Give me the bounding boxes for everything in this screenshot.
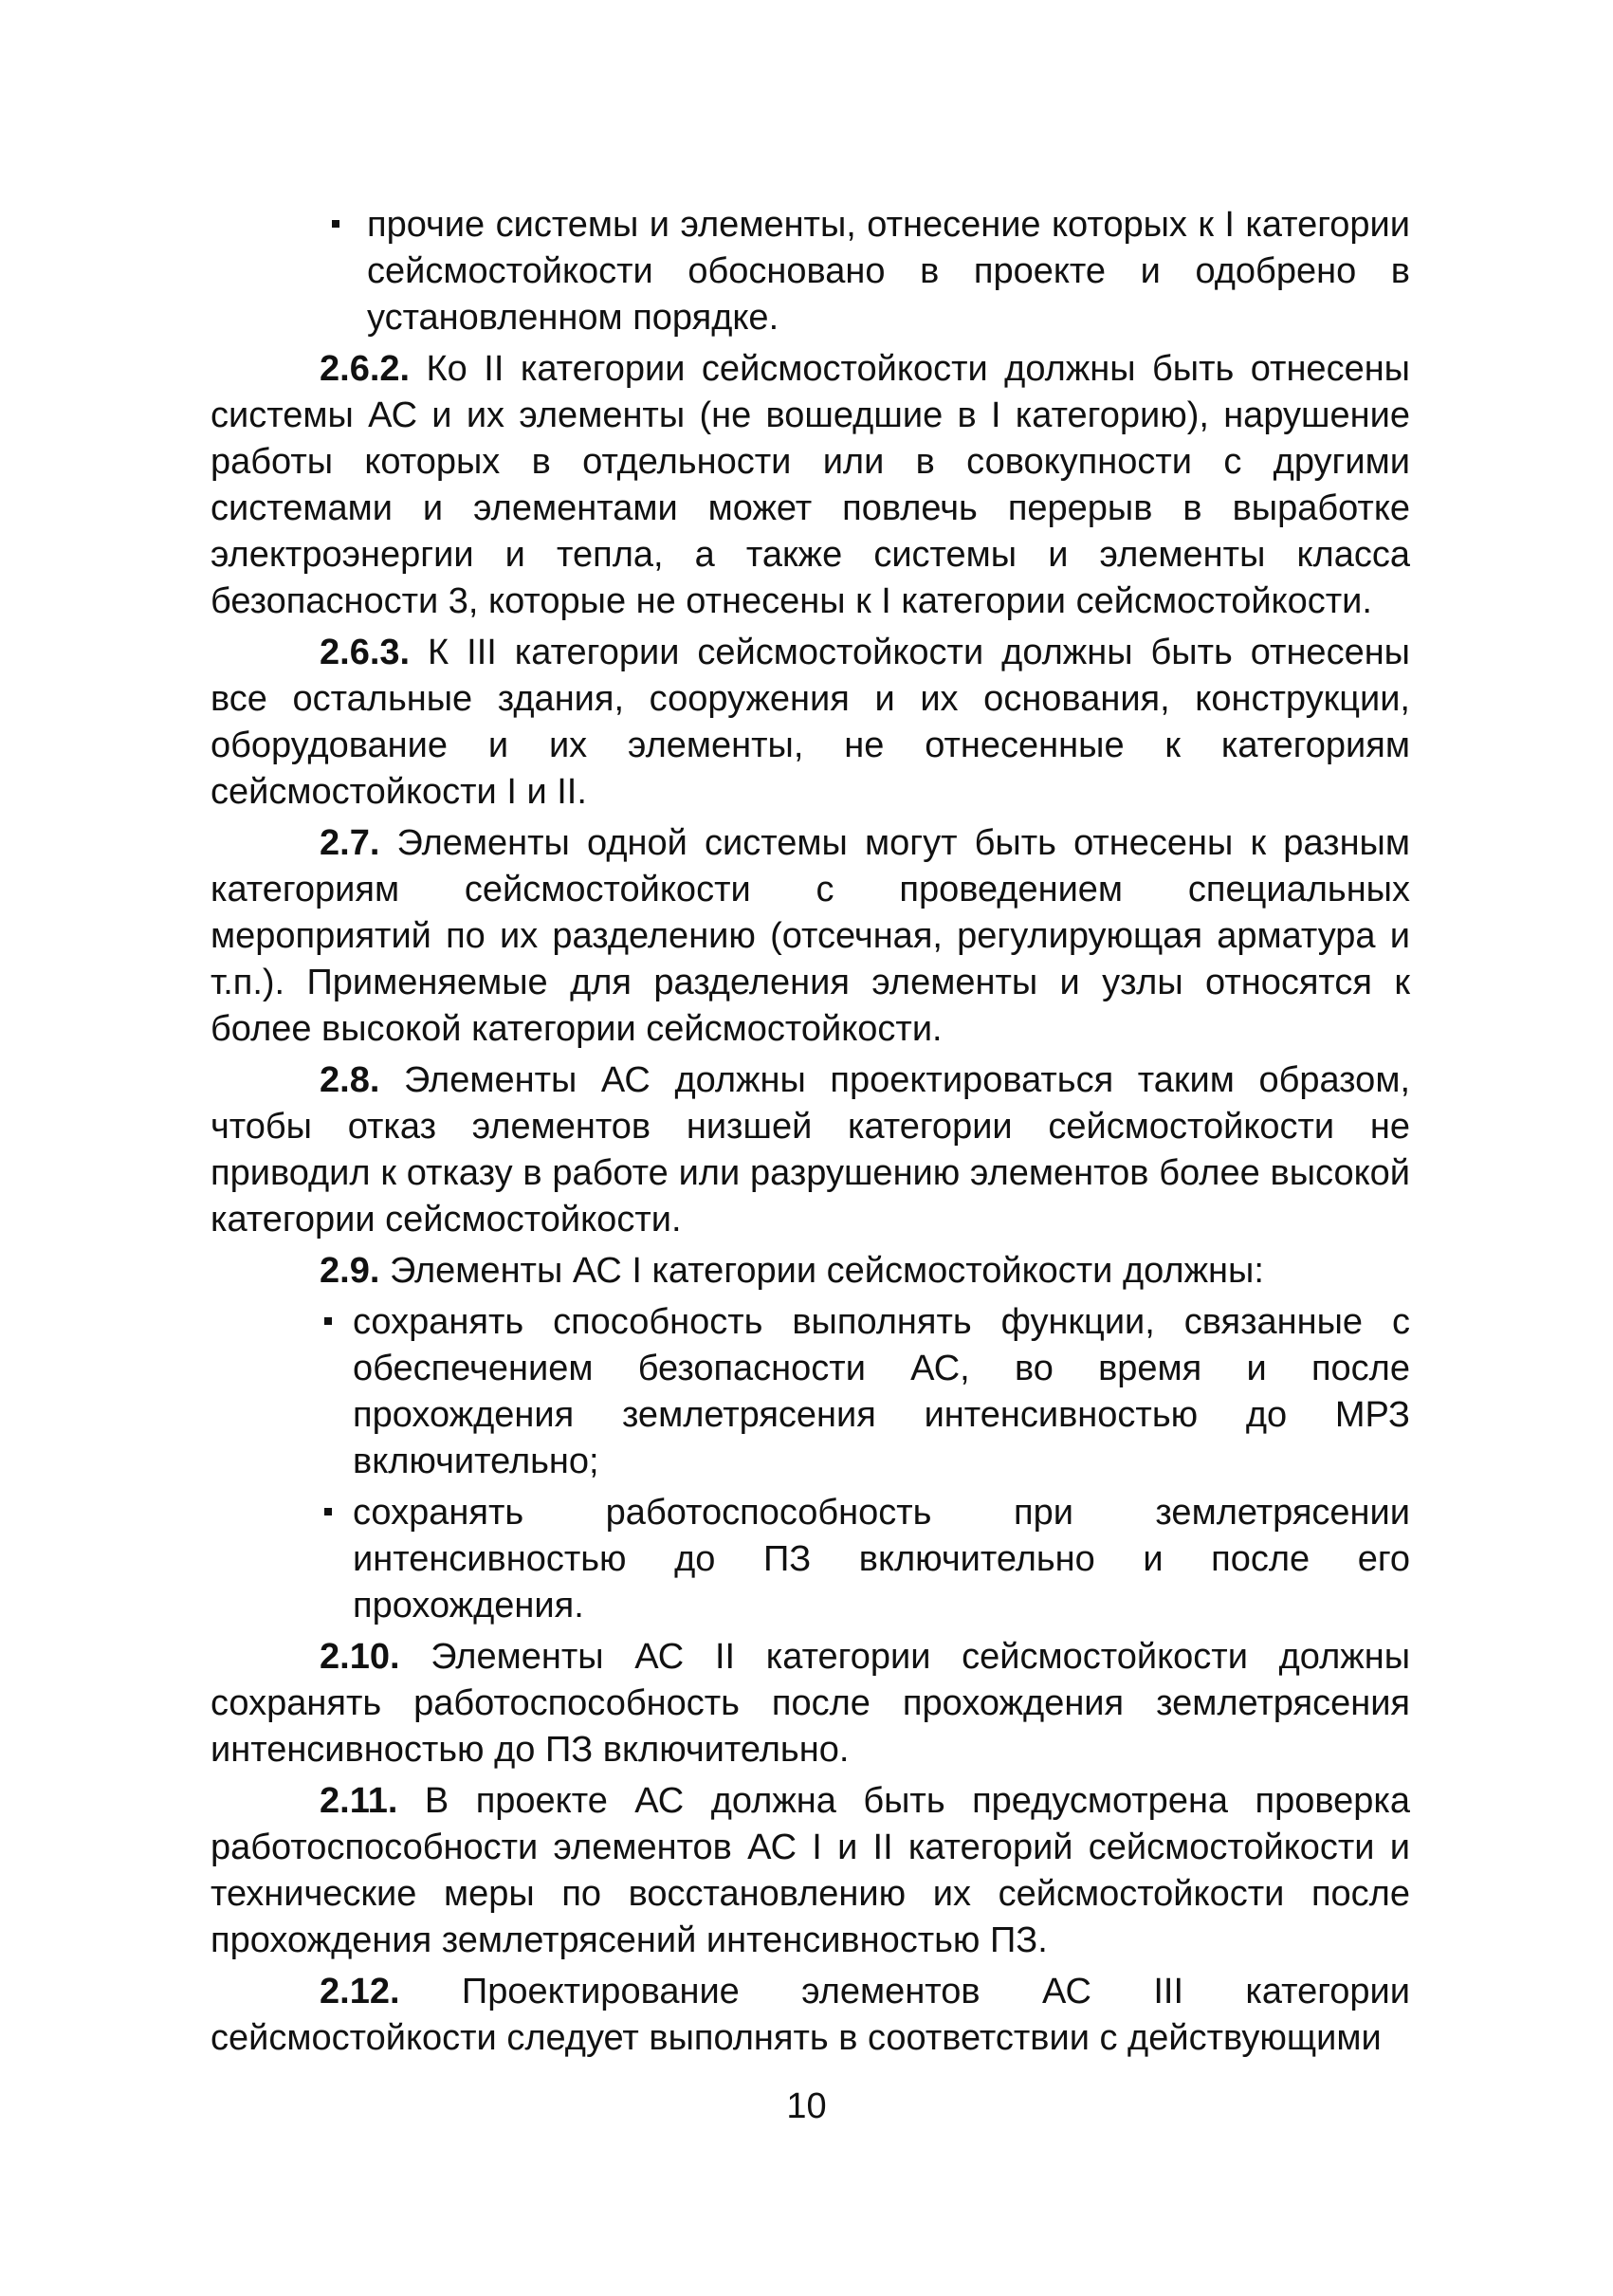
clause-number: 2.6.2. bbox=[320, 349, 411, 389]
clause-number: 2.8. bbox=[320, 1060, 380, 1100]
paragraph-text: Ко II категории сейсмостойкости должны быть отнесены системы АС и их элементы (не вошедшие в I категорию), нарушение работы которых в отдельности или в совокупности с другими системами и элементами может повлечь перерыв в выработке электроэнергии и тепла, а также системы и элементы класса безопасности 3, которые не отнесены к I категории сейсмостойкости. bbox=[211, 349, 1410, 621]
page-number: 10 bbox=[786, 2086, 827, 2126]
bullet-icon bbox=[332, 220, 339, 228]
paragraph-2-6-3 bbox=[211, 630, 1410, 816]
clause-number: 2.9. bbox=[320, 1251, 380, 1291]
list-item bbox=[211, 1299, 1410, 1485]
paragraph-2-6-2 bbox=[211, 346, 1410, 625]
list-item bbox=[211, 202, 1410, 341]
clause-number: 2.11. bbox=[320, 1781, 398, 1821]
paragraph-text: Проектирование элементов АС III категории сейсмостойкости следует выполнять в соответствии с действующими bbox=[211, 1972, 1410, 2058]
paragraph-2-12 bbox=[211, 1969, 1410, 2062]
paragraph-text: Элементы АС II категории сейсмостойкости должны сохранять работоспособность после прохождения землетрясения интенсивностью до ПЗ включительно. bbox=[211, 1637, 1410, 1770]
paragraph-text: Элементы АС должны проектироваться таким образом, чтобы отказ элементов низшей категории сейсмостойкости не приводил к отказу в работе или разрушению элементов более высокой категории сейсмостойкости. bbox=[211, 1060, 1410, 1240]
paragraph-text: В проекте АС должна быть предусмотрена проверка работоспособности элементов АС I и II категорий сейсмостойкости и технические меры по восстановлению их сейсмостойкости после прохождения землетрясений интенсивностью ПЗ. bbox=[211, 1781, 1410, 1960]
paragraph-2-11 bbox=[211, 1778, 1410, 1964]
bullet-text: сохранять способность выполнять функции, связанные с обеспечением безопасности АС, во время и после прохождения землетрясения интенсивностью до МРЗ включительно; bbox=[353, 1302, 1410, 1481]
clause-number: 2.12. bbox=[320, 1972, 400, 2011]
bullet-icon bbox=[324, 1317, 332, 1325]
paragraph-text: Элементы одной системы могут быть отнесены к разным категориям сейсмостойкости с проведением специальных мероприятий по их разделению (отсечная, регулирующая арматура и т.п.). Применяемые для разделения элементы и узлы относятся к более высокой категории сейсмостойкости. bbox=[211, 823, 1410, 1049]
bullet-text: прочие системы и элементы, отнесение которых к I категории сейсмостойкости обосновано в проекте и одобрено в установленном порядке. bbox=[367, 205, 1410, 338]
paragraph-2-8 bbox=[211, 1057, 1410, 1243]
paragraph-text: К III категории сейсмостойкости должны быть отнесены все остальные здания, сооружения и их основания, конструкции, оборудование и их элементы, не отнесенные к категориям сейсмостойкости I и II. bbox=[211, 633, 1410, 812]
paragraph-2-7 bbox=[211, 820, 1410, 1053]
bullet-icon bbox=[324, 1508, 332, 1515]
paragraph-text: Элементы АС I категории сейсмостойкости должны: bbox=[379, 1251, 1264, 1291]
list-item bbox=[211, 1490, 1410, 1629]
clause-number: 2.10. bbox=[320, 1637, 400, 1677]
body-text bbox=[211, 202, 1410, 2066]
clause-number: 2.6.3. bbox=[320, 633, 411, 672]
paragraph-2-10 bbox=[211, 1634, 1410, 1773]
paragraph-2-9 bbox=[211, 1248, 1410, 1295]
clause-number: 2.7. bbox=[320, 823, 380, 863]
bullet-text: сохранять работоспособность при землетрясении интенсивностью до ПЗ включительно и после его прохождения. bbox=[353, 1493, 1410, 1626]
